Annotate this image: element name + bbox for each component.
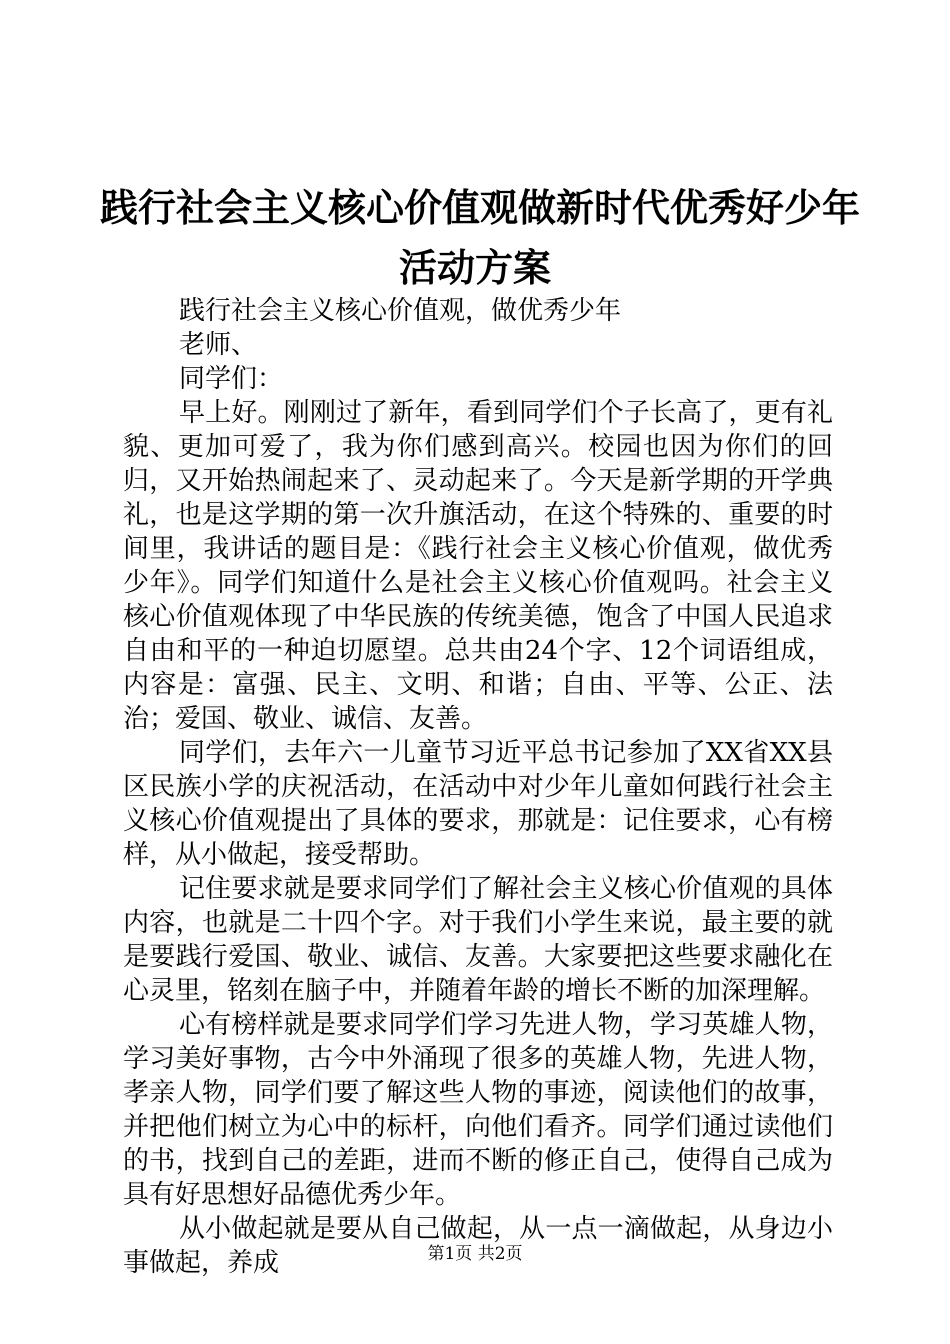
body-paragraph: 记住要求就是要求同学们了解社会主义核心价值观的具体内容，也就是二十四个字。对于我们小学生来说，最主要的就是要践行爱国、敬业、诚信、友善。大家要把这些要求融化在心灵里，铭刻在脑子中，并随着年龄的增长不断的加深理解。 xyxy=(123,874,833,1006)
body-paragraph: 早上好。刚刚过了新年，看到同学们个子长高了，更有礼貌、更加可爱了，我为你们感到高兴。校园也因为你们的回归，又开始热闹起来了、灵动起来了。今天是新学期的开学典礼，也是这学期的第一次升旗活动，在这个特殊的、重要的时间里，我讲话的题目是：《践行社会主义核心价值观，做优秀少年》。同学们知道什么是社会主义核心价值观吗。社会主义核心价值观体现了中华民族的传统美德，饱含了中国人民追求自由和平的一种迫切愿望。总共由24个字、12个词语组成，内容是：富强、民主、文明、和谐；自由、平等、公正、法治；爱国、敬业、诚信、友善。 xyxy=(123,398,833,734)
document-title-line-1: 践行社会主义核心价值观做新时代优秀好少年 xyxy=(100,185,861,230)
body-paragraph: 老师、 xyxy=(179,330,258,360)
body-paragraph: 同学们： xyxy=(179,364,284,394)
document-title-line-2: 活动方案 xyxy=(398,245,551,290)
body-paragraph: 从小做起就是要从自己做起，从一点一滴做起，从身边小事做起，养成 xyxy=(123,1214,833,1278)
body-paragraph: 践行社会主义核心价值观，做优秀少年 xyxy=(179,296,622,326)
document-body xyxy=(123,294,833,1280)
page-footer: 第1页 共2页 xyxy=(427,1244,523,1264)
body-paragraph: 同学们，去年六一儿童节习近平总书记参加了XX省XX县区民族小学的庆祝活动，在活动中对少年儿童如何践行社会主义核心价值观提出了具体的要求，那就是：记住要求，心有榜样，从小做起，接受帮助。 xyxy=(123,738,833,870)
body-paragraph: 心有榜样就是要求同学们学习先进人物，学习英雄人物，学习美好事物，古今中外涌现了很多的英雄人物，先进人物，孝亲人物，同学们要了解这些人物的事迹，阅读他们的故事，并把他们树立为心中的标杆，向他们看齐。同学们通过读他们的书，找到自己的差距，进而不断的修正自己，使得自己成为具有好思想好品德优秀少年。 xyxy=(123,1010,833,1210)
